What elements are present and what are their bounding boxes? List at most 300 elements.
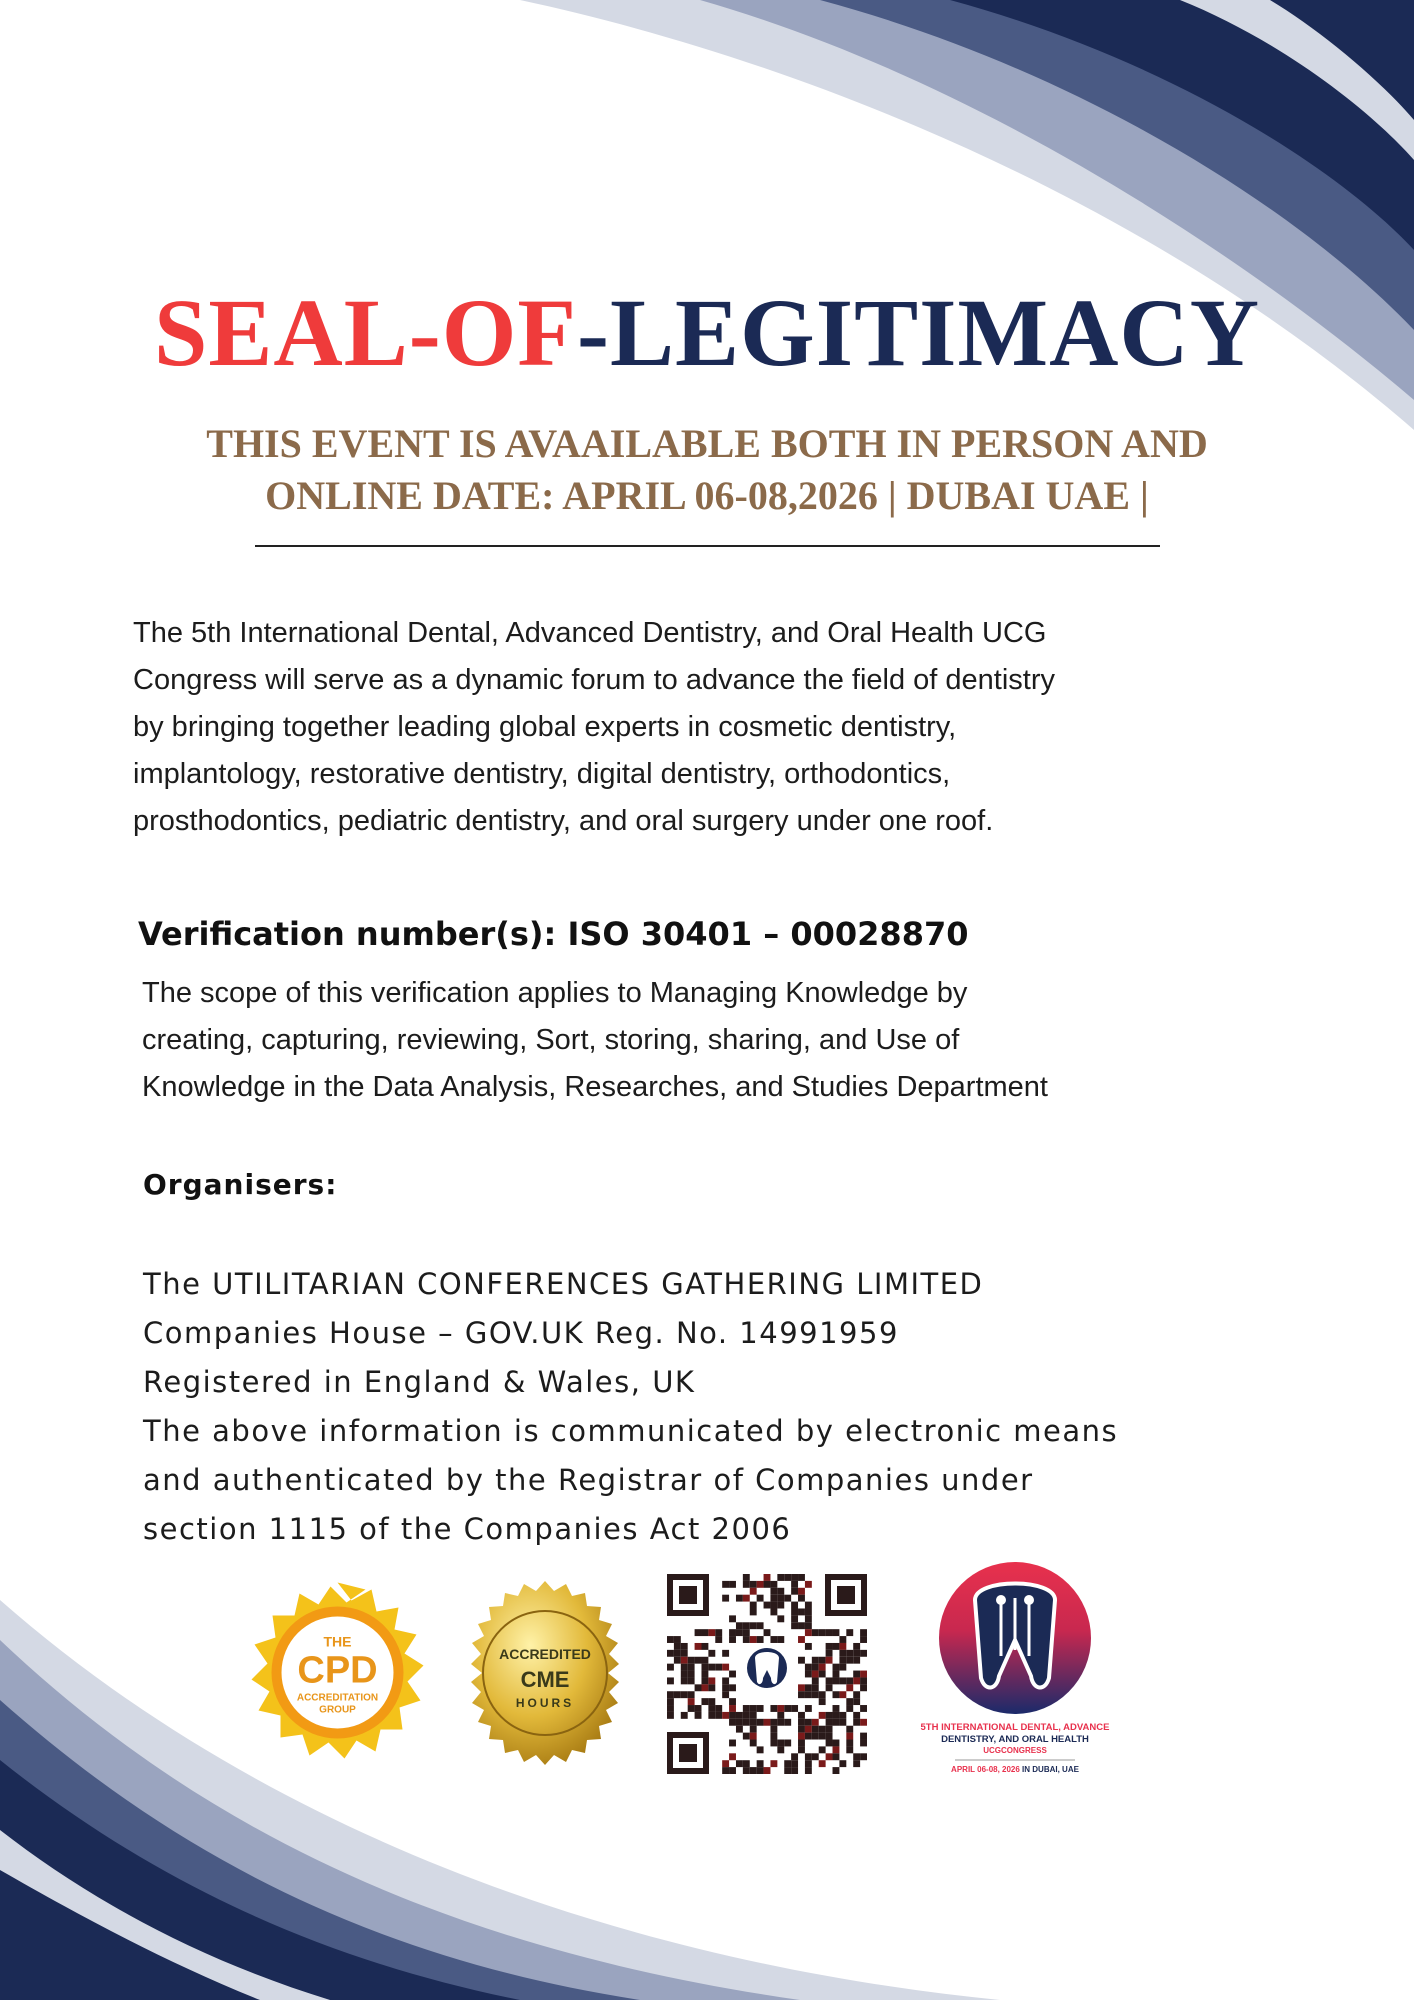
qr-module [846,1746,853,1753]
qr-module [791,1767,798,1774]
qr-module [777,1595,784,1602]
qr-module [833,1691,840,1698]
qr-module [667,1664,674,1671]
qr-module [853,1760,860,1767]
qr-module [819,1691,826,1698]
qr-module [826,1650,833,1657]
qr-module [826,1753,833,1760]
intro-line: by bringing together leading global experts in cosmetic dentistry, [133,711,957,743]
qr-module [715,1636,722,1643]
qr-module [777,1712,784,1719]
qr-module [860,1719,867,1726]
event-subtitle [100,418,1314,522]
qr-module [853,1698,860,1705]
qr-module [736,1629,743,1636]
qr-module [688,1677,695,1684]
qr-module [681,1657,688,1664]
qr-module [743,1574,750,1581]
organiser-line: section 1115 of the Companies Act 2006 [143,1512,792,1546]
qr-module [736,1760,743,1767]
qr-module [798,1726,805,1733]
organiser-line: The above information is communicated by electronic means [143,1414,1119,1448]
intro-line: prosthodontics, pediatric dentistry, and oral surgery under one roof. [133,805,994,837]
qr-module [791,1753,798,1760]
qr-module [770,1595,777,1602]
qr-module [798,1595,805,1602]
qr-module [791,1574,798,1581]
qr-module [812,1726,819,1733]
qr-module [750,1581,757,1588]
qr-module [826,1677,833,1684]
qr-module [805,1671,812,1678]
qr-module [819,1657,826,1664]
qr-module [860,1753,867,1760]
qr-module [681,1664,688,1671]
qr-module [715,1664,722,1671]
qr-module [681,1677,688,1684]
qr-module [681,1643,688,1650]
page-title [0,279,1414,386]
qr-module [798,1684,805,1691]
cme-text-hours: HOURS [515,1696,575,1710]
qr-module [846,1657,853,1664]
qr-module [784,1574,791,1581]
qr-module [812,1684,819,1691]
verification-scope [142,970,1242,1111]
qr-module [708,1650,715,1657]
qr-module [750,1636,757,1643]
cpd-text-the: THE [323,1633,352,1650]
qr-module [708,1664,715,1671]
qr-module [853,1657,860,1664]
qr-finder-top-left [667,1574,709,1616]
qr-module [722,1650,729,1657]
qr-module [708,1698,715,1705]
qr-module [729,1684,736,1691]
qr-module [846,1698,853,1705]
qr-module [750,1719,757,1726]
logo-instrument-tip [996,1595,1006,1605]
qr-module [764,1581,771,1588]
qr-module [833,1746,840,1753]
tooth-logo-icon [915,1560,1115,1780]
qr-module [764,1602,771,1609]
qr-module [743,1705,750,1712]
qr-module [750,1726,757,1733]
qr-module [826,1726,833,1733]
qr-module [757,1581,764,1588]
qr-module [701,1671,708,1678]
title-dash: - [577,279,610,386]
qr-module [750,1588,757,1595]
qr-module [770,1588,777,1595]
qr-module [833,1719,840,1726]
verification-heading: Verification number(s): ISO 30401 – 00028870 [138,915,969,953]
qr-module [805,1760,812,1767]
qr-module [791,1588,798,1595]
qr-module [798,1622,805,1629]
qr-module [805,1664,812,1671]
cpd-seal-icon [245,1580,430,1765]
qr-module [701,1643,708,1650]
qr-module [750,1622,757,1629]
qr-module [798,1740,805,1747]
subtitle-line: ONLINE DATE: APRIL 06-08,2026 | DUBAI UAE | [265,473,1149,518]
organiser-line: Companies House – GOV.UK Reg. No. 14991959 [143,1316,899,1350]
qr-module [805,1684,812,1691]
cme-text-accredited: ACCREDITED [499,1646,591,1662]
qr-module [860,1677,867,1684]
qr-module [860,1650,867,1657]
logo-text-line1: 5TH INTERNATIONAL DENTAL, ADVANCE [920,1722,1110,1733]
qr-module [729,1753,736,1760]
qr-module [688,1657,695,1664]
intro-line: Congress will serve as a dynamic forum to advance the field of dentistry [133,664,1055,696]
qr-module [853,1650,860,1657]
qr-module [784,1740,791,1747]
qr-module [701,1657,708,1664]
qr-module [853,1719,860,1726]
qr-module [846,1705,853,1712]
qr-module [729,1705,736,1712]
qr-module [860,1705,867,1712]
qr-module [708,1705,715,1712]
qr-module [688,1705,695,1712]
qr-module [681,1712,688,1719]
qr-module [805,1726,812,1733]
qr-module [715,1712,722,1719]
qr-module [839,1691,846,1698]
qr-module [812,1629,819,1636]
qr-module [846,1650,853,1657]
qr-module [667,1677,674,1684]
qr-module [805,1705,812,1712]
qr-module [722,1677,729,1684]
qr-module [757,1622,764,1629]
qr-module [729,1671,736,1678]
qr-module [791,1581,798,1588]
qr-module [770,1733,777,1740]
qr-module [826,1719,833,1726]
qr-module [750,1705,757,1712]
qr-module [812,1733,819,1740]
qr-module [722,1691,729,1698]
qr-module [826,1657,833,1664]
qr-module [729,1629,736,1636]
qr-module [750,1712,757,1719]
qr-module [833,1643,840,1650]
qr-module [701,1664,708,1671]
organisers-heading: Organisers: [143,1168,338,1201]
qr-module [812,1753,819,1760]
qr-module [805,1622,812,1629]
qr-module [722,1595,729,1602]
qr-module [805,1719,812,1726]
qr-module [833,1753,840,1760]
qr-module [667,1636,674,1643]
qr-module [688,1698,695,1705]
qr-module [715,1629,722,1636]
qr-module [839,1760,846,1767]
qr-module [757,1636,764,1643]
divider [255,545,1160,547]
qr-module [729,1636,736,1643]
cme-text-main: CME [520,1667,570,1692]
qr-module [798,1574,805,1581]
qr-module [846,1740,853,1747]
qr-module [860,1740,867,1747]
qr-module [722,1684,729,1691]
qr-module [833,1705,840,1712]
intro-line: The 5th International Dental, Advanced Dentistry, and Oral Health UCG [133,617,1047,649]
qr-module [695,1684,702,1691]
qr-module [798,1719,805,1726]
qr-module [819,1629,826,1636]
qr-module [770,1740,777,1747]
qr-module [833,1740,840,1747]
qr-module [722,1767,729,1774]
qr-module [681,1691,688,1698]
qr-module [812,1719,819,1726]
qr-module [860,1636,867,1643]
qr-module [708,1684,715,1691]
qr-module [750,1740,757,1747]
qr-module [667,1650,674,1657]
qr-module [819,1671,826,1678]
qr-module [708,1677,715,1684]
qr-module [784,1705,791,1712]
qr-module [777,1746,784,1753]
qr-module [846,1677,853,1684]
qr-module [798,1588,805,1595]
qr-module [819,1698,826,1705]
qr-module [770,1608,777,1615]
qr-module [826,1712,833,1719]
qr-module [839,1664,846,1671]
qr-module [833,1671,840,1678]
title-part-red: SEAL-OF [153,279,577,386]
qr-module [819,1733,826,1740]
logo-instrument-tip [1024,1595,1034,1605]
qr-module [743,1636,750,1643]
qr-module [798,1657,805,1664]
cpd-text-accreditation: ACCREDITATION [296,1692,379,1704]
qr-module [839,1677,846,1684]
qr-module [860,1733,867,1740]
qr-module [819,1726,826,1733]
qr-module [777,1588,784,1595]
qr-module [764,1629,771,1636]
qr-module [729,1712,736,1719]
organiser-line: The UTILITARIAN CONFERENCES GATHERING LIMITED [143,1267,984,1301]
qr-module [743,1712,750,1719]
qr-module [839,1650,846,1657]
qr-module [688,1691,695,1698]
qr-module [826,1740,833,1747]
qr-module [770,1705,777,1712]
qr-module [798,1733,805,1740]
qr-module [812,1657,819,1664]
qr-module [722,1760,729,1767]
qr-module [743,1581,750,1588]
qr-module [757,1767,764,1774]
scope-line: Knowledge in the Data Analysis, Researches, and Studies Department [142,1071,1048,1103]
qr-module [770,1636,777,1643]
organiser-line: Registered in England & Wales, UK [143,1365,696,1399]
qr-module [695,1712,702,1719]
qr-module [695,1643,702,1650]
qr-module [791,1705,798,1712]
qr-module [757,1719,764,1726]
qr-module [770,1760,777,1767]
scope-line: creating, capturing, reviewing, Sort, storing, sharing, and Use of [142,1024,960,1056]
qr-module [770,1581,777,1588]
qr-module [839,1636,846,1643]
qr-module [729,1740,736,1747]
qr-module [860,1671,867,1678]
qr-module [833,1712,840,1719]
qr-module [743,1595,750,1602]
qr-module [729,1581,736,1588]
qr-module [729,1767,736,1774]
qr-module [846,1733,853,1740]
qr-module [770,1726,777,1733]
qr-module [805,1767,812,1774]
qr-module [784,1595,791,1602]
cpd-text-group: GROUP [319,1704,356,1716]
qr-module [736,1712,743,1719]
qr-module [674,1636,681,1643]
qr-module [805,1581,812,1588]
qr-module [784,1719,791,1726]
qr-module [798,1608,805,1615]
qr-module [839,1643,846,1650]
qr-module [791,1760,798,1767]
qr-module [701,1698,708,1705]
qr-module [833,1629,840,1636]
organisers-details [143,1260,1293,1554]
qr-module [798,1691,805,1698]
qr-module [853,1671,860,1678]
qr-module [805,1602,812,1609]
qr-module [757,1705,764,1712]
qr-module [853,1677,860,1684]
qr-module [736,1726,743,1733]
qr-module [812,1677,819,1684]
qr-module [819,1746,826,1753]
qr-module [860,1629,867,1636]
qr-module [853,1712,860,1719]
qr-module [743,1767,750,1774]
qr-module [729,1615,736,1622]
intro-line: implantology, restorative dentistry, digital dentistry, orthodontics, [133,758,951,790]
qr-module [798,1636,805,1643]
qr-module [674,1691,681,1698]
qr-module [791,1615,798,1622]
qr-module [750,1767,757,1774]
qr-module [839,1712,846,1719]
logo-text-date: APRIL 06-08, 2026 [951,1765,1020,1774]
title-part-navy: LEGITIMACY [609,279,1261,386]
qr-module [722,1581,729,1588]
qr-code-icon[interactable] [663,1570,871,1778]
qr-module [819,1664,826,1671]
qr-module [667,1712,674,1719]
qr-module [757,1760,764,1767]
qr-module [695,1629,702,1636]
qr-module [812,1671,819,1678]
qr-module [805,1733,812,1740]
qr-module [833,1767,840,1774]
qr-module [757,1746,764,1753]
qr-module [688,1664,695,1671]
qr-module [688,1671,695,1678]
subtitle-line: THIS EVENT IS AVAAILABLE BOTH IN PERSON AND [206,421,1208,466]
qr-module [777,1636,784,1643]
qr-module [812,1691,819,1698]
qr-module [791,1608,798,1615]
qr-module [846,1684,853,1691]
qr-module [819,1760,826,1767]
logo-text-date-line [951,1765,1080,1774]
qr-module [777,1705,784,1712]
qr-module [819,1712,826,1719]
qr-module [777,1574,784,1581]
qr-module [667,1691,674,1698]
qr-module [729,1698,736,1705]
qr-module [750,1608,757,1615]
qr-module [805,1753,812,1760]
qr-module [839,1657,846,1664]
qr-finder-bottom-left [667,1732,709,1774]
qr-module [846,1726,853,1733]
qr-module [791,1622,798,1629]
qr-module [743,1622,750,1629]
logo-text-line2: DENTISTRY, AND ORAL HEALTH [941,1734,1089,1745]
qr-module [729,1719,736,1726]
qr-module [846,1629,853,1636]
qr-finder-top-right [825,1574,867,1616]
qr-module [833,1677,840,1684]
qr-module [736,1595,743,1602]
organiser-line: and authenticated by the Registrar of Companies under [143,1463,1034,1497]
qr-module [770,1602,777,1609]
qr-module [791,1602,798,1609]
qr-module [674,1657,681,1664]
qr-module [722,1664,729,1671]
qr-module [826,1629,833,1636]
qr-module [764,1719,771,1726]
qr-module [812,1664,819,1671]
qr-module [708,1712,715,1719]
qr-module [805,1608,812,1615]
qr-module [784,1767,791,1774]
qr-module [826,1643,833,1650]
qr-module [736,1622,743,1629]
qr-module [853,1643,860,1650]
qr-module [784,1760,791,1767]
qr-module [777,1719,784,1726]
qr-module [777,1602,784,1609]
qr-module [770,1719,777,1726]
intro-paragraph [133,610,1253,845]
qr-module [674,1643,681,1650]
qr-module [743,1719,750,1726]
logo-text-line3: UCGCONGRESS [983,1746,1047,1755]
qr-module [674,1650,681,1657]
qr-module [715,1705,722,1712]
qr-module [757,1595,764,1602]
